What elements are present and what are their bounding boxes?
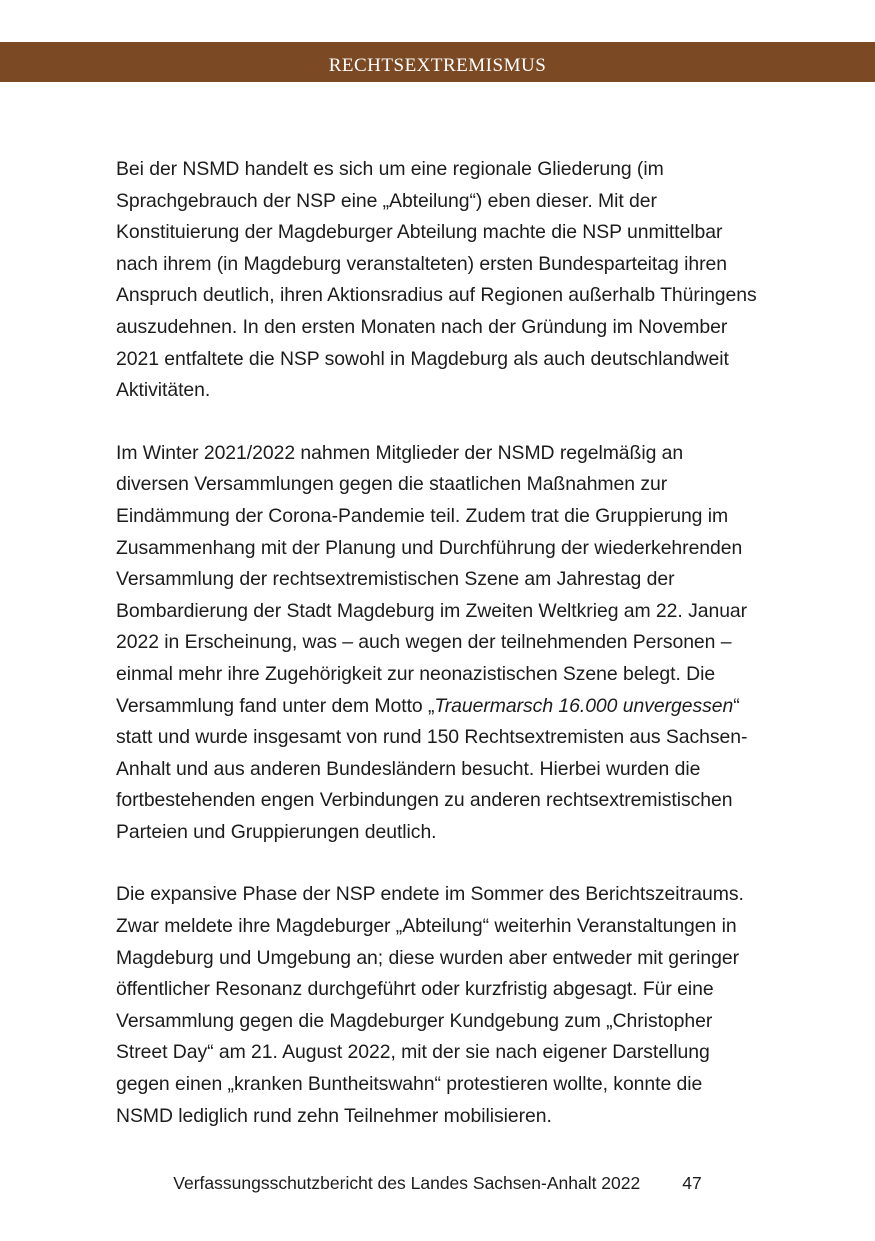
paragraph-3: Die expansive Phase der NSP endete im Sommer des Berichtszeitraums. Zwar meldete ihre Magdeburger „Abteilung“ weiterhin Veranstaltungen in Magdeburg und Umgebung an; diese wurden aber entweder mit geringer öffentlicher Resonanz durchgeführt oder kurzfristig abgesagt. Für eine Versammlung gegen die Magdeburger Kundgebung zum „Christopher Street Day“ am 21. August 2022, mit der sie nach eigener Darstellung gegen einen „kranken Buntheitswahn“ protestieren wollte, konnte die NSMD lediglich rund zehn Teilnehmer mobilisieren. — [116, 883, 744, 1127]
paragraph-2 — [116, 438, 757, 849]
paragraph-2-quote-title: Trauermarsch 16.000 unvergessen — [434, 694, 734, 717]
paragraph-2-part-1: Im Winter 2021/2022 nahmen Mitglieder der NSMD regelmäßig an diversen Versammlungen gegen die staatlichen Maßnahmen zur Eindämmung der Corona-Pandemie teil. Zudem trat die Gruppierung im Zusammenhang mit der Planung und Durchführung der wiederkehrenden Versammlung der rechtsextremistischen Szene am Jahrestag der Bombardierung der Stadt Magdeburg im Zweiten Weltkrieg am 22. Januar 2022 in Erscheinung, was – auch wegen der teilnehmenden Personen – einmal mehr ihre Zugehörigkeit zur neonazistischen Szene belegt. Die Versammlung fand unter dem Motto „ — [116, 441, 748, 717]
paragraph-1: Bei der NSMD handelt es sich um eine regionale Gliederung (im Sprachgebrauch der NSP eine „Abteilung“) eben dieser. Mit der Konstituierung der Magdeburger Abteilung machte die NSP unmittelbar nach ihrem (in Magdeburg veranstalteten) ersten Bundesparteitag ihren Anspruch deutlich, ihren Aktionsradius auf Regionen außerhalb Thüringens auszudehnen. In den ersten Monaten nach der Gründung im November 2021 entfaltete die NSP sowohl in Magdeburg als auch deutschlandweit Aktivitäten. — [116, 158, 757, 402]
body-copy — [116, 154, 757, 1132]
page-footer — [0, 1173, 875, 1194]
paragraph-2-part-2: “ statt und wurde insgesamt von rund 150 Rechtsextremisten aus Sachsen-Anhalt und aus anderen Bundesländern besucht. Hierbei wurden die fortbestehenden engen Verbindungen zu anderen rechtsextremistischen Parteien und Gruppierungen deutlich. — [116, 694, 748, 843]
footer-page-number: 47 — [682, 1173, 702, 1193]
page-header-band — [0, 42, 875, 82]
page-content — [0, 82, 875, 1241]
footer-report-title: Verfassungsschutzbericht des Landes Sachsen-Anhalt 2022 — [173, 1173, 641, 1193]
page-header-title: rechtsextremismus — [328, 46, 547, 77]
